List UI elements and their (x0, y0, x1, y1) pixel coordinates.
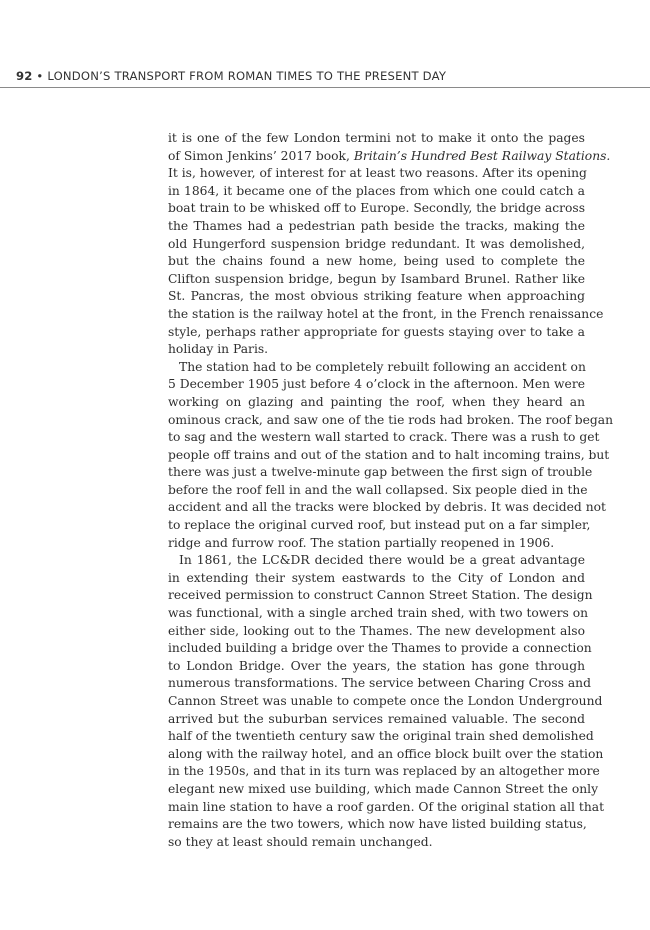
text-line: Cannon Street was unable to compete once the London Underground (168, 694, 603, 708)
text-line: but the chains found a new home, being used to complete the (168, 254, 585, 269)
text-line: so they at least should remain unchanged. (168, 834, 433, 849)
paragraph-2 (168, 359, 614, 553)
text-line: to sag and the western wall started to crack. There was a rush to get (168, 430, 600, 445)
body-text (168, 130, 614, 851)
page-number: 92 (16, 69, 33, 83)
text-line: In 1861, the LC&DR decided there would be a great advantage (179, 553, 585, 568)
text-line: ominous crack, and saw one of the tie rods had broken. The roof began (168, 412, 614, 427)
text-line: along with the railway hotel, and an office block built over the station (168, 746, 604, 761)
text-line: boat train to be whisked off to Europe. Secondly, the bridge across (168, 201, 585, 216)
paragraph-3 (168, 552, 605, 851)
header-rule (0, 87, 650, 88)
text-line: half of the twentieth century saw the original train shed demolished (168, 729, 594, 744)
text-line: elegant new mixed use building, which made Cannon Street the only (168, 781, 599, 796)
text-line: in 1864, it became one of the places from which one could catch a (168, 183, 585, 198)
header-separator: • (32, 69, 48, 83)
text-line: in the 1950s, and that in its turn was replaced by an altogether more (168, 764, 600, 779)
text-line: either side, looking out to the Thames. The new development also (168, 623, 585, 638)
text-line: accident and all the tracks were blocked by debris. It was decided not (168, 500, 606, 515)
text-line: It is, however, of interest for at least two reasons. After its opening (168, 166, 587, 181)
text-line: there was just a twelve-minute gap between the first sign of trouble (168, 465, 593, 480)
text-line: in extending their system eastwards to the City of London and (168, 570, 585, 585)
text-fragment: of Simon Jenkins’ 2017 book, (168, 148, 354, 163)
text-line: ridge and furrow roof. The station partially reopened in 1906. (168, 535, 555, 550)
text-line: main line station to have a roof garden. Of the original station all that (168, 799, 605, 814)
text-line: to London Bridge. Over the years, the station has gone through (168, 658, 585, 673)
text-line: Clifton suspension bridge, begun by Isambard Brunel. Rather like (168, 271, 585, 286)
text-line: the Thames had a pedestrian path beside the tracks, making the (168, 218, 585, 233)
text-line: before the roof fell in and the wall collapsed. Six people died in the (168, 482, 588, 497)
text-line: numerous transformations. The service between Charing Cross and (168, 676, 591, 691)
book-title: LONDON’S TRANSPORT FROM ROMAN TIMES TO THE PRESENT DAY (47, 69, 447, 83)
running-header (16, 69, 650, 83)
text-line: included building a bridge over the Thames to provide a connection (168, 641, 592, 656)
text-line: St. Pancras, the most obvious striking feature when approaching (168, 289, 585, 304)
text-line: working on glazing and painting the roof, when they heard an (168, 394, 585, 409)
text-line: holiday in Paris. (168, 342, 269, 357)
text-line: old Hungerford suspension bridge redundant. It was demolished, (168, 236, 585, 251)
paragraph-1 (168, 130, 611, 359)
text-line: it is one of the few London termini not to make it onto the pages (168, 131, 585, 145)
text-line: style, perhaps rather appropriate for guests staying over to take a (168, 324, 585, 339)
text-line: 5 December 1905 just before 4 o’clock in the afternoon. Men were (168, 377, 585, 392)
text-line: the station is the railway hotel at the front, in the French renaissance (168, 306, 604, 321)
text-line: people off trains and out of the station and to halt incoming trains, but (168, 447, 610, 462)
text-line: was functional, with a single arched train shed, with two towers on (168, 606, 589, 621)
text-line: received permission to construct Cannon Street Station. The design (168, 588, 593, 603)
text-line: arrived but the suburban services remained valuable. The second (168, 711, 585, 726)
text-line: to replace the original curved roof, but instead put on a far simpler, (168, 518, 591, 533)
text-line: The station had to be completely rebuilt following an accident on (179, 359, 586, 374)
book-reference: Britain’s Hundred Best Railway Stations. (353, 148, 611, 163)
text-line: remains are the two towers, which now have listed building status, (168, 817, 587, 832)
text-line (168, 148, 611, 166)
